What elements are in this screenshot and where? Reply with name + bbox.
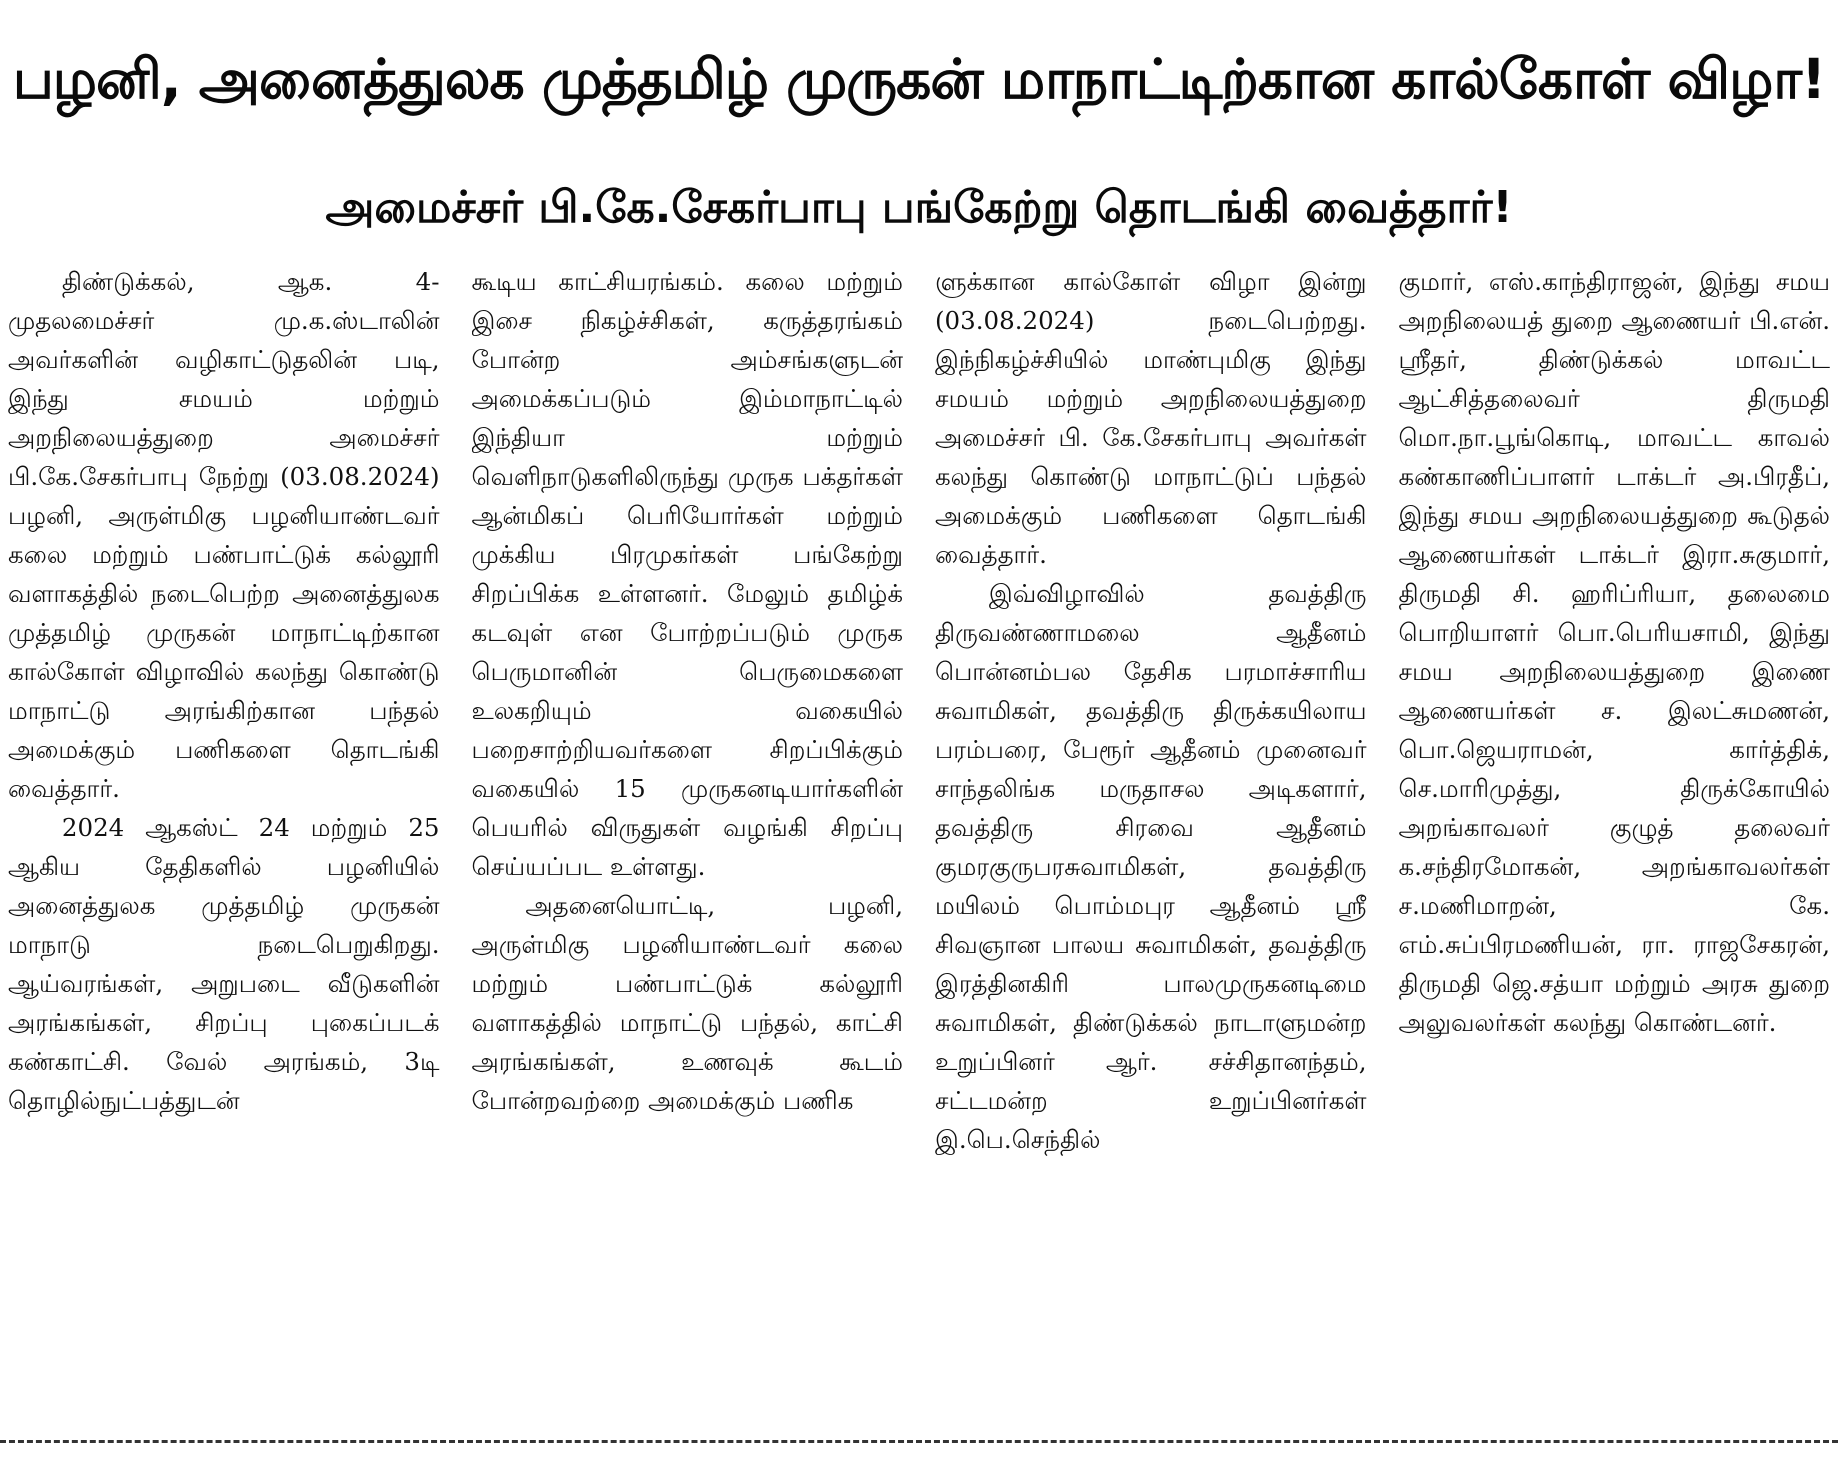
article-column-2 (472, 262, 904, 1430)
article-paragraph: ளுக்கான கால்கோள் விழா இன்று (03.08.2024) நடைபெற்றது. இந்நிகழ்ச்சியில் மாண்புமிகு இந்து சமயம் மற்றும் அறநிலையத்துறை அமைச்சர் பி. கே.சேகர்பாபு அவர்கள் கலந்து கொண்டு மாநாட்டுப் பந்தல் அமைக்கும் பணிகளை தொடங்கி வைத்தார். (935, 267, 1367, 569)
subheadline: அமைச்சர் பி.கே.சேகர்பாபு பங்கேற்று தொடங்கி வைத்தார்! (325, 181, 1513, 233)
article-paragraph: கூடிய காட்சியரங்கம். கலை மற்றும் இசை நிகழ்ச்சிகள், கருத்தரங்கம் போன்ற அம்சங்களுடன் அமைக்கப்படும் இம்மாநாட்டில் இந்தியா மற்றும் வெளிநாடுகளிலிருந்து முருக பக்தர்கள் ஆன்மிகப் பெரியோர்கள் மற்றும் முக்கிய பிரமுகர்கள் பங்கேற்று சிறப்பிக்க உள்ளனர். மேலும் தமிழ்க் கடவுள் என போற்றப்படும் முருக பெருமானின் பெருமைகளை உலகறியும் வகையில் பறைசாற்றியவர்களை சிறப்பிக்கும் வகையில் 15 முருகனடியார்களின் பெயரில் விருதுகள் வழங்கி சிறப்பு செய்யப்பட உள்ளது. (471, 267, 903, 881)
dashed-divider (0, 1440, 1838, 1443)
article-column-1 (8, 262, 440, 1430)
article-paragraph: 2024 ஆகஸ்ட் 24 மற்றும் 25 ஆகிய தேதிகளில் பழனியில் அனைத்துலக முத்தமிழ் முருகன் மாநாடு நடைபெறுகிறது. ஆய்வரங்கள், அறுபடை வீடுகளின் அரங்கங்கள், சிறப்பு புகைப்படக் கண்காட்சி. வேல் அரங்கம், 3டி தொழில்நுட்பத்துடன் (8, 813, 440, 1115)
headline: பழனி, அனைத்துலக முத்தமிழ் முருகன் மாநாட்டிற்கான கால்கோள் விழா! (12, 47, 1826, 111)
article-paragraph: குமார், எஸ்.காந்திராஜன், இந்து சமய அறநிலையத் துறை ஆணையர் பி.என். ஸ்ரீதர், திண்டுக்கல் மாவட்ட ஆட்சித்தலைவர் திருமதி மொ.நா.பூங்கொடி, மாவட்ட காவல் கண்காணிப்பாளர் டாக்டர் அ.பிரதீப், இந்து சமய அறநிலையத்துறை கூடுதல் ஆணையர்கள் டாக்டர் இரா.சுகுமார், திருமதி சி. ஹரிப்ரியா, தலைமை பொறியாளர் பொ.பெரியசாமி, இந்து சமய அறநிலையத்துறை இணை ஆணையர்கள் ச. இலட்சுமணன், பொ.ஜெயராமன், கார்த்திக், செ.மாரிமுத்து, திருக்கோயில் அறங்காவலர் குழுத் தலைவர் க.சந்திரமோகன், அறங்காவலர்கள் ச.மணிமாறன், கே. எம்.சுப்பிரமணியன், ரா. ராஜசேகரன், திருமதி ஜெ.சத்யா மற்றும் அரசு துறை அலுவலர்கள் கலந்து கொண்டனர். (1398, 267, 1830, 1037)
article-column-3 (935, 262, 1367, 1430)
article-column-4 (1399, 262, 1831, 1430)
article-paragraph: அதனையொட்டி, பழனி, அருள்மிகு பழனியாண்டவர் கலை மற்றும் பண்பாட்டுக் கல்லூரி வளாகத்தில் மாநாட்டு பந்தல், காட்சி அரங்கங்கள், உணவுக் கூடம் போன்றவற்றை அமைக்கும் பணிக (471, 891, 903, 1115)
article-body (8, 262, 1830, 1430)
article-paragraph: திண்டுக்கல், ஆக. 4- முதலமைச்சர் மு.க.ஸ்டாலின் அவர்களின் வழிகாட்டுதலின் படி, இந்து சமயம் மற்றும் அறநிலையத்துறை அமைச்சர் பி.கே.சேகர்பாபு நேற்று (03.08.2024) பழனி, அருள்மிகு பழனியாண்டவர் கலை மற்றும் பண்பாட்டுக் கல்லூரி வளாகத்தில் நடைபெற்ற அனைத்துலக முத்தமிழ் முருகன் மாநாட்டிற்கான கால்கோள் விழாவில் கலந்து கொண்டு மாநாட்டு அரங்கிற்கான பந்தல் அமைக்கும் பணிகளை தொடங்கி வைத்தார். (8, 267, 440, 803)
article-paragraph: இவ்விழாவில் தவத்திரு திருவண்ணாமலை ஆதீனம் பொன்னம்பல தேசிக பரமாச்சாரிய சுவாமிகள், தவத்திரு திருக்கயிலாய பரம்பரை, பேரூர் ஆதீனம் முனைவர் சாந்தலிங்க மருதாசல அடிகளார், தவத்திரு சிரவை ஆதீனம் குமரகுருபரசுவாமிகள், தவத்திரு மயிலம் பொம்மபுர ஆதீனம் ஸ்ரீ சிவஞான பாலய சுவாமிகள், தவத்திரு இரத்தினகிரி பாலமுருகனடிமை சுவாமிகள், திண்டுக்கல் நாடாளுமன்ற உறுப்பினர் ஆர். சச்சிதானந்தம், சட்டமன்ற உறுப்பினர்கள் இ.பெ.செந்தில் (935, 579, 1367, 1154)
